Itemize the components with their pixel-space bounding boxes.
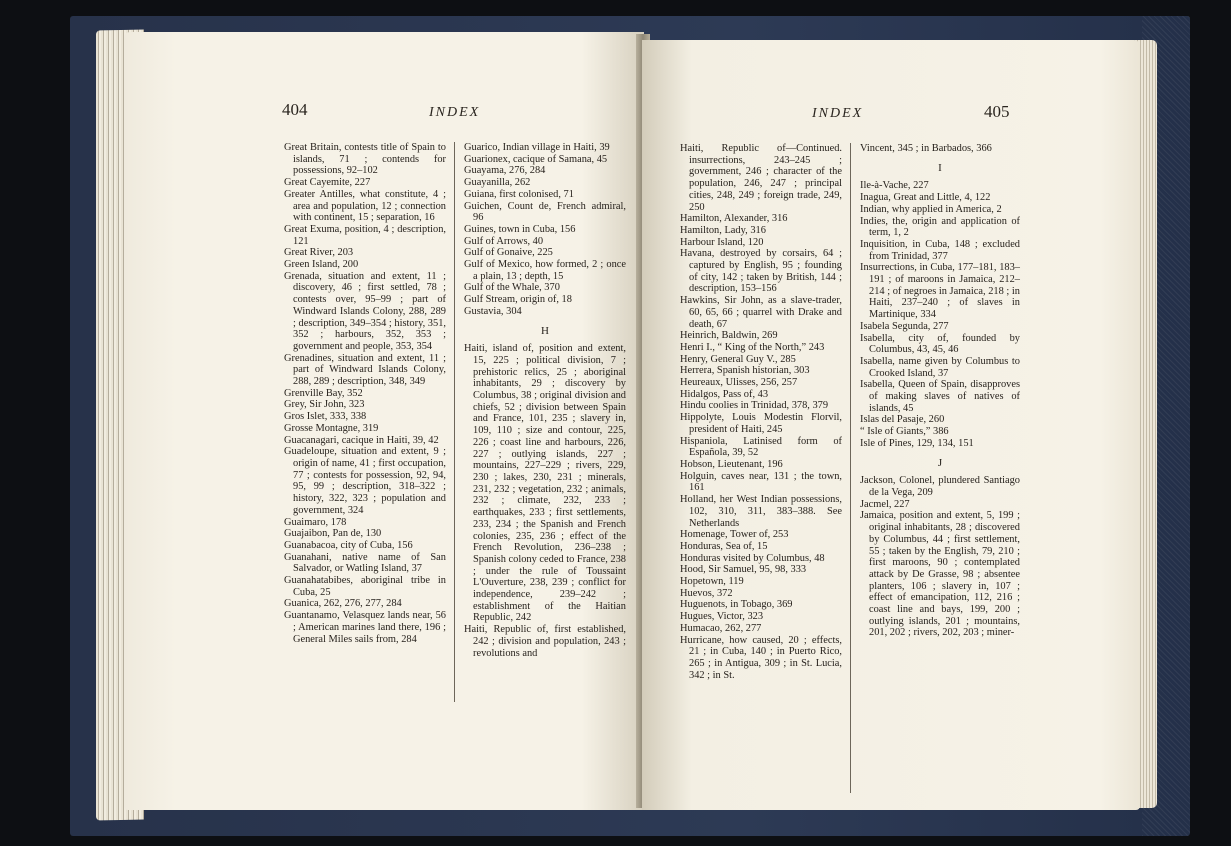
index-entry: Huevos, 372 (680, 587, 733, 599)
index-entry: Gulf of Arrows, 40 (464, 235, 544, 247)
index-entry: Hispaniola, Latinised form of Española, 39, 52 (680, 435, 842, 459)
index-entry: Great Exuma, position, 4 ; description, 121 (284, 223, 446, 247)
index-entry: Insurrections, in Cuba, 177–181, 183–191 ; of maroons in Jamaica, 212–214 ; of negroes in Jamaica, 218 ; in Haiti, 237–240 ; of slaves in Martinique, 334 (860, 262, 1020, 321)
index-entry: Grenadines, situation and extent, 11 ; part of Windward Islands Colony, 288, 289 ; description, 348, 349 (284, 352, 446, 388)
index-entry: Jackson, Colonel, plundered Santiago de la Vega, 209 (860, 475, 1020, 498)
right-running-head: INDEX (812, 106, 864, 121)
index-entry: Hamilton, Alexander, 316 (680, 213, 788, 225)
index-entry: Islas del Pasaje, 260 (860, 414, 945, 426)
index-entry: Gulf of Gonaive, 225 (464, 247, 553, 259)
index-entry: Hurricane, how caused, 20 ; effects, 21 ; in Cuba, 140 ; in Puerto Rico, 265 ; in Antigua, 309 ; in St. Lucia, 342 ; in St. (680, 634, 842, 681)
index-entry: Honduras visited by Columbus, 48 (680, 552, 825, 564)
right-page-number: 405 (984, 102, 1010, 121)
index-entry: Guarionex, cacique of Samana, 45 (464, 153, 608, 165)
section-letter: J (937, 456, 943, 469)
index-entry: Hamilton, Lady, 316 (680, 224, 766, 236)
index-entry: Haiti, Republic of—Continued. insurrections, 243–245 ; government, 246 ; character of the population, 246, 247 ; principal cities, 248, 249 ; foreign trade, 249, 250 (680, 143, 842, 213)
index-entry: Vincent, 345 ; in Barbados, 366 (860, 143, 992, 154)
index-entry: Hugues, Victor, 323 (680, 611, 764, 623)
index-entry: Hippolyte, Louis Modestin Florvil, president of Haiti, 245 (680, 412, 842, 435)
index-entry: Greater Antilles, what constitute, 4 ; area and population, 12 ; connection with continent, 15 ; separation, 16 (284, 188, 446, 224)
section-letter: I (938, 161, 942, 174)
index-entry: Grenada, situation and extent, 11 ; discovery, 46 ; first settled, 78 ; contests over, 95–99 ; part of Windward Islands Colony, 288, 289 ; description, 349–354 ; history, 351, 352 ; harbours, 352, 353 ; government and people, 353, 354 (284, 270, 446, 352)
index-entry: Guanica, 262, 276, 277, 284 (284, 598, 402, 610)
index-entry: Hawkins, Sir John, as a slave-trader, 60, 65, 66 ; quarrel with Drake and death, 67 (680, 295, 842, 330)
index-entry: Hobson, Lieutenant, 196 (680, 458, 783, 470)
index-entry: Guadeloupe, situation and extent, 9 ; origin of name, 41 ; first occupation, 77 ; contests for possession, 92, 94, 95, 99 ; description, 318–322 ; history, 322, 323 ; population and government, 324 (284, 446, 446, 516)
index-entry: Guaimaro, 178 (284, 516, 347, 528)
index-entry: Harbour Island, 120 (680, 236, 764, 248)
index-entry: Gustavia, 304 (464, 305, 522, 317)
index-entry: Hindu coolies in Trinidad, 378, 379 (680, 400, 829, 412)
index-entry: Guichen, Count de, French admiral, 96 (464, 200, 626, 224)
index-entry: Henri I., “ King of the North,” 243 (680, 341, 825, 353)
index-entry: Gulf of the Whale, 370 (464, 282, 560, 294)
index-entry: Ile-à-Vache, 227 (860, 180, 929, 192)
left-page (124, 32, 644, 810)
index-entry: Honduras, Sea of, 15 (680, 540, 768, 552)
index-entry: Great Cayemite, 227 (284, 177, 371, 189)
index-entry: Holland, her West Indian possessions, 102, 310, 311, 383–388. See Netherlands (680, 494, 842, 529)
index-entry: Haiti, island of, position and extent, 15, 225 ; political division, 7 ; prehistoric relics, 25 ; aboriginal inhabitants, 29 ; discovery by Columbus, 38 ; original division and chiefs, 52 ; division between Spain and France, 101, 235 ; slavery in, 109, 110 ; size and contour, 225, 226 ; coast line and harbours, 226, 227 ; outlying islands, 227 ; mountains, 227–229 ; rivers, 229, 230 ; lakes, 230, 231 ; minerals, 231, 232 ; vegetation, 232 ; animals, 232 ; climate, 232, 233 ; earthquakes, 233 ; first settlements, 233, 234 ; the Spanish and French colonies, 235, 236 ; effect of the French Revolution, 236–238 ; Spanish colony ceded to France, 238 ; under the rule of Toussaint L'Ouverture, 238, 239 ; conflict for independence, 239–242 ; establishment of the Haitian Republic, 242 (464, 343, 626, 624)
index-entry: Hidalgos, Pass of, 43 (680, 388, 769, 400)
index-entry: Herrera, Spanish historian, 303 (680, 365, 810, 377)
index-entry: Heureaux, Ulisses, 256, 257 (680, 377, 798, 389)
index-entry: Gulf of Mexico, how formed, 2 ; once a plain, 13 ; depth, 15 (464, 259, 626, 282)
right-column-1 (680, 143, 851, 793)
index-entry: Isabella, name given by Columbus to Crooked Island, 37 (860, 355, 1020, 379)
index-entry: Inquisition, in Cuba, 148 ; excluded from Trinidad, 377 (860, 238, 1020, 262)
index-entry: Indies, the, origin and application of term, 1, 2 (860, 215, 1020, 239)
index-entry: Isabella, city of, founded by Columbus, 43, 45, 46 (860, 332, 1020, 356)
section-letter: H (541, 324, 549, 337)
index-entry: Guayanilla, 262 (464, 177, 531, 189)
index-entry: “ Isle of Giants,” 386 (860, 426, 949, 438)
index-entry: Guines, town in Cuba, 156 (464, 223, 576, 235)
index-entry: Hopetown, 119 (680, 576, 744, 588)
index-entry: Guarico, Indian village in Haiti, 39 (464, 142, 610, 153)
index-entry: Gulf Stream, origin of, 18 (464, 294, 572, 306)
index-entry: Great River, 203 (284, 247, 354, 259)
index-entry: Gros Islet, 333, 338 (284, 411, 367, 423)
right-column-2 (860, 143, 1020, 639)
index-entry: Grenville Bay, 352 (284, 387, 363, 399)
index-entry: Guantanamo, Velasquez lands near, 56 ; American marines land there, 196 ; General Miles sails from, 284 (284, 610, 446, 645)
index-entry: Heinrich, Baldwin, 269 (680, 330, 778, 342)
index-entry: Isabella, Queen of Spain, disapproves of making slaves of natives of islands, 45 (860, 379, 1020, 414)
index-entry: Grosse Montagne, 319 (284, 422, 379, 434)
left-page-number: 404 (282, 100, 308, 119)
index-entry: Guiana, first colonised, 71 (464, 188, 574, 200)
index-entry: Indian, why applied in America, 2 (860, 203, 1002, 215)
index-entry: Homenage, Tower of, 253 (680, 529, 789, 541)
index-entry: Guanahatabibes, aboriginal tribe in Cuba, 25 (284, 575, 446, 598)
index-entry: Jamaica, position and extent, 5, 199 ; original inhabitants, 28 ; discovered by Columbus, 44 ; first settlement, 55 ; taken by the English, 79, 210 ; first maroons, 90 ; contemplated attack by De Grasse, 98 ; absentee planters, 106 ; slavery in, 107 ; effect of emancipation, 112, 216 ; coast line and bays, 199, 200 ; outlying islands, 201 ; mountains, 201, 202 ; rivers, 202, 203 ; miner- (860, 510, 1020, 639)
left-column-1 (284, 142, 455, 702)
left-column-2 (464, 142, 626, 659)
index-entry: Great Britain, contests title of Spain to islands, 71 ; contends for possessions, 92–102 (284, 142, 446, 177)
index-entry: Holguin, caves near, 131 ; the town, 161 (680, 470, 842, 494)
index-entry: Haiti, Republic of, first established, 242 ; division and population, 243 ; revolutions and (464, 624, 626, 659)
index-entry: Hood, Sir Samuel, 95, 98, 333 (680, 564, 807, 576)
index-entry: Humacao, 262, 277 (680, 622, 762, 634)
right-page (642, 40, 1140, 810)
index-entry: Grey, Sir John, 323 (284, 399, 365, 411)
index-entry: Green Island, 200 (284, 259, 359, 271)
index-entry: Henry, General Guy V., 285 (680, 353, 796, 365)
index-entry: Havana, destroyed by corsairs, 64 ; captured by English, 95 ; founding of city, 142 ; taken by British, 144 ; description, 153–156 (680, 248, 842, 295)
index-entry: Guanabacoa, city of Cuba, 156 (284, 539, 413, 551)
index-entry: Inagua, Great and Little, 4, 122 (860, 192, 991, 204)
index-entry: Isabela Segunda, 277 (860, 320, 949, 332)
index-entry: Guajaibon, Pan de, 130 (284, 528, 382, 540)
index-entry: Guacanagari, cacique in Haiti, 39, 42 (284, 434, 439, 446)
index-entry: Isle of Pines, 129, 134, 151 (860, 437, 974, 449)
left-running-head: INDEX (429, 105, 481, 120)
index-entry: Guayama, 276, 284 (464, 165, 546, 177)
index-entry: Guanahani, native name of San Salvador, or Watling Island, 37 (284, 551, 446, 575)
index-entry: Huguenots, in Tobago, 369 (680, 599, 793, 611)
index-entry: Jacmel, 227 (860, 498, 910, 510)
